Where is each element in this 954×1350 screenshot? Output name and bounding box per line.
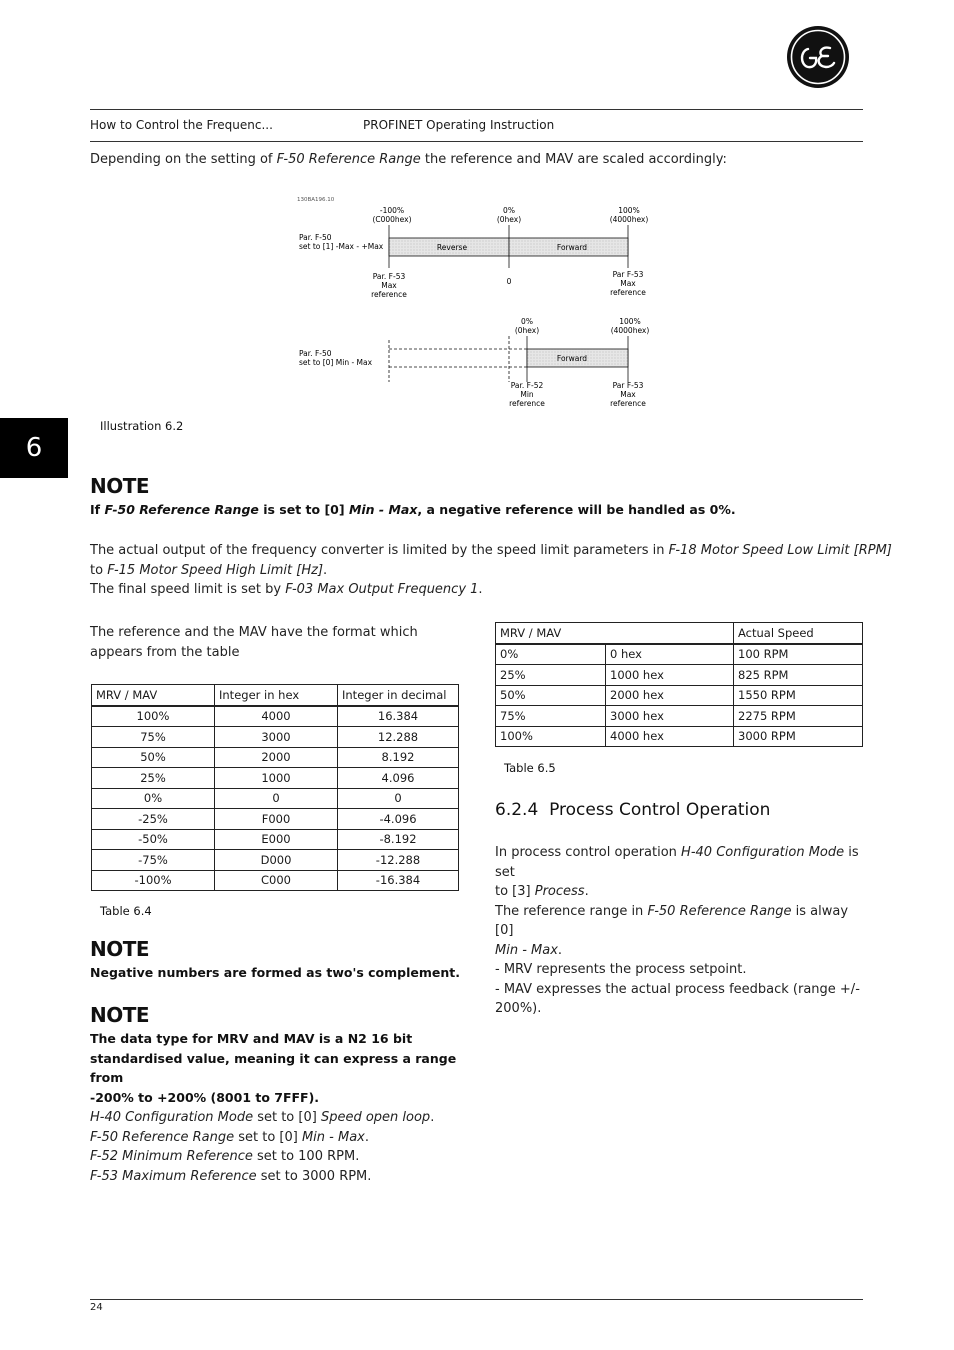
intro-text-1: Depending on the setting of (90, 152, 277, 167)
speed-table-header-cell: Actual Speed (734, 623, 863, 644)
top-right-ref2: Max (620, 279, 636, 288)
section-number: 6.2.4 (495, 800, 539, 820)
table-cell: 75% (496, 706, 606, 727)
table-row (92, 850, 459, 871)
table-cell: -4.096 (338, 809, 459, 830)
bottom-max-ref2: Max (620, 390, 636, 399)
table-row (496, 685, 863, 706)
example-c-text: set to 100 RPM. (252, 1149, 360, 1164)
top-left-ref2: Max (381, 281, 397, 290)
example-line-d (90, 1167, 470, 1187)
table-cell: 3000 hex (606, 706, 734, 727)
header-section-title: How to Control the Frequenc... (90, 118, 273, 132)
section-line6: - MAV expresses the actual process feedback (range +/- (495, 981, 860, 997)
table-row (92, 788, 459, 809)
example-a-end: . (430, 1110, 435, 1125)
top-mid-hex: (0hex) (496, 215, 522, 224)
table-cell: -16.384 (338, 870, 459, 891)
table-cell: -8.192 (338, 829, 459, 850)
ge-logo-mark (786, 25, 850, 89)
section-l1-param: H-40 Configuration Mode (681, 845, 845, 860)
para1-t4: The final speed limit is set by (90, 582, 286, 597)
bottom-max-ref3: reference (610, 399, 646, 408)
top-right-ref1: Par F-53 (612, 270, 644, 279)
para1-t2: to (90, 562, 108, 578)
table-cell: 825 RPM (734, 665, 863, 686)
table-cell: 0% (92, 788, 215, 809)
section-line1 (495, 843, 865, 882)
speed-table (495, 622, 863, 747)
example-line-c (90, 1147, 470, 1167)
section-l2-value: Process (534, 884, 585, 899)
speed-limit-paragraph (90, 541, 892, 600)
table-cell: -75% (92, 850, 215, 871)
top-right-percent: 100% (618, 206, 640, 215)
top-left-percent: -100% (379, 206, 405, 215)
section-l3-param: F-50 Reference Range (647, 903, 792, 919)
table64-caption: Table 6.4 (100, 904, 152, 918)
table-cell: 1000 hex (606, 665, 734, 686)
table-cell: 100% (496, 726, 606, 747)
note1-t3: , a negative reference will be handled as 0%. (417, 502, 736, 517)
table-cell: -100% (92, 870, 215, 891)
format-table-header-cell: Integer in hex (215, 685, 338, 706)
table-cell: 0 hex (606, 644, 734, 665)
section-l1a: In process control operation (495, 845, 682, 860)
table-cell: 0 (338, 788, 459, 809)
para1-high-limit: F-15 Motor Speed High Limit [Hz] (107, 562, 324, 578)
table-cell: 4000 (215, 706, 338, 727)
table-cell: 3000 (215, 727, 338, 748)
header-document-title: PROFINET Operating Instruction (363, 118, 555, 132)
example-b-end: . (364, 1129, 370, 1145)
section-body (495, 843, 865, 1019)
example-a-param: H-40 Configuration Mode (90, 1110, 254, 1125)
format-table (91, 684, 459, 891)
note1-t2: is set to [0] (258, 502, 349, 517)
note1-param: F-50 Reference Range (104, 502, 259, 517)
note3-line1: The data type for MRV and MAV is a N2 16 bit (90, 1031, 413, 1046)
section-line2 (495, 882, 865, 902)
top-right-ref3: reference (610, 288, 646, 297)
section-l1b: is set (495, 845, 859, 880)
page-number: 24 (90, 1302, 103, 1313)
section-line4 (495, 941, 865, 961)
top-reverse-label: Reverse (436, 243, 468, 252)
section-line3 (495, 902, 865, 941)
figure-id-code: 130BA196.10 (297, 197, 335, 203)
intro-paragraph (90, 150, 727, 170)
speed-limit-line1 (90, 541, 892, 561)
bottom-min-ref1: Par. F-52 (510, 381, 544, 390)
table-cell: 12.288 (338, 727, 459, 748)
table-row (92, 706, 459, 727)
table-cell: D000 (215, 850, 338, 871)
example-c-param: F-52 Minimum Reference (90, 1149, 253, 1164)
illustration-caption: Illustration 6.2 (100, 419, 184, 433)
table-cell: 3000 RPM (734, 726, 863, 747)
speed-limit-line2 (90, 561, 865, 581)
bottom-mid-percent: 0% (521, 317, 533, 326)
section-l4b: . (557, 942, 563, 958)
section-line5: - MRV represents the process setpoint. (495, 962, 747, 977)
intro-param: F-50 Reference Range (276, 152, 421, 167)
table-cell: 100 RPM (734, 644, 863, 665)
bottom-right-hex: (4000hex) (610, 326, 650, 335)
bottom-right-percent: 100% (619, 317, 641, 326)
table-cell: 50% (92, 747, 215, 768)
table-cell: 8.192 (338, 747, 459, 768)
table-row (92, 768, 459, 789)
footer-rule (90, 1299, 863, 1300)
top-par-line2: set to [1] -Max - +Max (299, 242, 384, 251)
ge-logo (786, 25, 850, 89)
bottom-min-ref2: Min (520, 390, 534, 399)
format-table-header-cell: MRV / MAV (92, 685, 215, 706)
table-cell: E000 (215, 829, 338, 850)
section-heading (495, 800, 770, 820)
table-cell: -12.288 (338, 850, 459, 871)
table-cell: 0 (215, 788, 338, 809)
header-bottom-rule (90, 141, 863, 142)
section-l2b: . (584, 884, 589, 899)
example-b-param: F-50 Reference Range (90, 1129, 235, 1145)
example-d-param: F-53 Maximum Reference (90, 1168, 257, 1184)
note3-line3: -200% to +200% (8001 to 7FFF). (90, 1089, 320, 1105)
section-l4-value: Min - Max (495, 942, 558, 958)
note3-line2: standardised value, meaning it can express a range from (90, 1050, 457, 1085)
top-forward-label: Forward (556, 243, 588, 252)
note3-title: NOTE (90, 1003, 150, 1027)
note2-text: Negative numbers are formed as two's complement. (90, 965, 461, 980)
table-cell: 75% (92, 727, 215, 748)
section-l2a: to [3] (495, 884, 535, 899)
table-row (496, 706, 863, 727)
bottom-forward-label: Forward (556, 354, 588, 363)
note1-option: Min - Max (348, 502, 418, 517)
table-row (92, 809, 459, 830)
table65-caption: Table 6.5 (504, 761, 556, 775)
chapter-tab: 6 (0, 418, 68, 478)
format-table-header (92, 685, 459, 706)
example-settings (90, 1108, 470, 1186)
table-cell: -50% (92, 829, 215, 850)
format-intro: The reference and the MAV have the format which appears from the table (90, 625, 418, 660)
example-line-a (90, 1108, 470, 1128)
table-cell: 25% (92, 768, 215, 789)
bottom-max-ref1: Par F-53 (612, 381, 644, 390)
table-cell: F000 (215, 809, 338, 830)
example-b-value: Min - Max (301, 1129, 365, 1145)
table-cell: 1000 (215, 768, 338, 789)
table-cell: 50% (496, 685, 606, 706)
top-par-line1: Par. F-50 (299, 233, 332, 242)
example-a-value: Speed open loop (320, 1110, 431, 1125)
table-cell: 2000 hex (606, 685, 734, 706)
example-b-text: set to [0] (234, 1129, 302, 1145)
table-cell: 4000 hex (606, 726, 734, 747)
section-line7: 200%). (495, 1001, 542, 1016)
top-right-hex: (4000hex) (609, 215, 649, 224)
table-row (92, 829, 459, 850)
table-cell: 0% (496, 644, 606, 665)
table-cell: 4.096 (338, 768, 459, 789)
table-cell: 25% (496, 665, 606, 686)
top-left-ref1: Par. F-53 (372, 272, 406, 281)
top-zero-label: 0 (506, 277, 512, 286)
para1-t3: . (323, 562, 328, 578)
table-cell: 1550 RPM (734, 685, 863, 706)
speed-table-header-cell: MRV / MAV (496, 623, 734, 644)
para1-max-freq: F-03 Max Output Frequency 1 (285, 582, 479, 597)
section-title: Process Control Operation (549, 800, 771, 820)
example-d-text: set to 3000 RPM. (256, 1168, 372, 1184)
table-row (496, 726, 863, 747)
table-row (92, 727, 459, 748)
table-cell: 2000 (215, 747, 338, 768)
table-row (92, 870, 459, 891)
section-l3b: is alway [0] (495, 903, 849, 938)
top-left-hex: (C000hex) (372, 215, 412, 224)
reference-range-diagram (290, 192, 670, 412)
note1-t1: If (90, 502, 105, 517)
note1-text (90, 500, 863, 520)
para1-t1: The actual output of the frequency converter is limited by the speed limit parameters in (90, 543, 669, 558)
bottom-par-line2: set to [0] Min - Max (299, 358, 373, 367)
para1-t5: . (478, 582, 483, 597)
table-row (496, 665, 863, 686)
table-cell: 100% (92, 706, 215, 727)
bottom-par-line1: Par. F-50 (299, 349, 332, 358)
top-left-ref3: reference (371, 290, 407, 299)
header-top-rule (90, 109, 863, 110)
section-l3a: The reference range in (495, 903, 648, 919)
table-cell: 16.384 (338, 706, 459, 727)
table-row (92, 747, 459, 768)
example-a-text: set to [0] (253, 1110, 321, 1125)
speed-table-header (496, 623, 863, 644)
note2-title: NOTE (90, 937, 150, 961)
table-row (496, 644, 863, 665)
table-cell: -25% (92, 809, 215, 830)
format-table-header-cell: Integer in decimal (338, 685, 459, 706)
para1-low-limit: F-18 Motor Speed Low Limit [RPM] (668, 543, 892, 558)
note1-title: NOTE (90, 474, 150, 498)
bottom-min-ref3: reference (509, 399, 545, 408)
note3-text (90, 1029, 470, 1107)
table-cell: C000 (215, 870, 338, 891)
bottom-mid-hex: (0hex) (514, 326, 540, 335)
speed-limit-line3 (90, 580, 865, 600)
intro-text-2: the reference and MAV are scaled accordingly: (420, 152, 727, 167)
table-cell: 2275 RPM (734, 706, 863, 727)
top-mid-percent: 0% (503, 206, 515, 215)
example-line-b (90, 1128, 470, 1148)
